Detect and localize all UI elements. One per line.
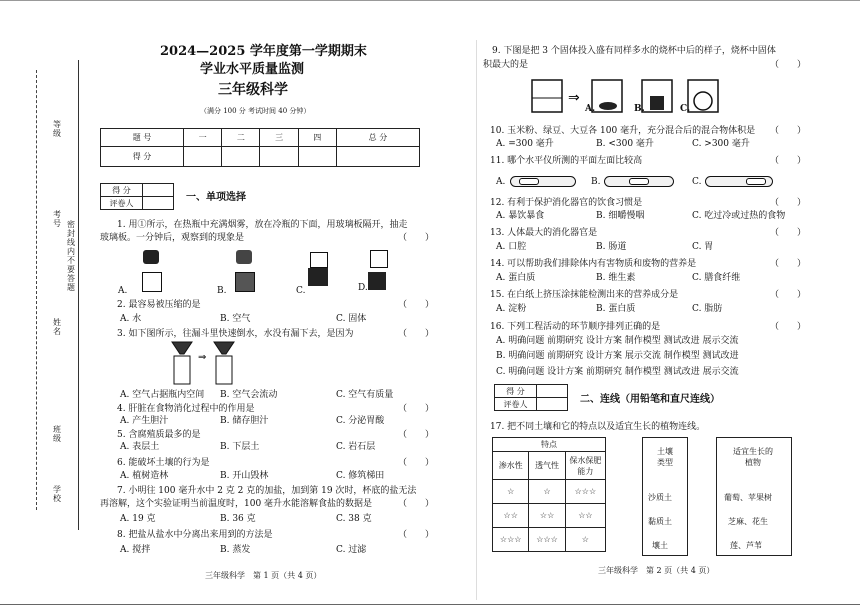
class-label: 班级	[53, 425, 61, 443]
bottom-border	[0, 604, 860, 605]
q8-option-a[interactable]: A. 搅拌	[120, 545, 151, 555]
q13-option-a[interactable]: A. 口腔	[496, 242, 527, 252]
q13-option-b[interactable]: B. 肠道	[596, 242, 627, 252]
plant-header: 适宜生长的植物	[733, 447, 773, 467]
q10-answer-paren[interactable]: （ ）	[770, 126, 807, 136]
page-divider	[476, 40, 477, 600]
q7-stem-cont: 再溶解，这个实验证明当前温度时，100 毫升水能溶解食盐的数据是	[100, 499, 373, 509]
plant-sesame-peanut[interactable]: 芝麻、花生	[728, 517, 768, 526]
top-border	[0, 0, 860, 1]
q11-stem: 11. 哪个水平仪所测的平面左面比较高	[490, 156, 643, 166]
q12-stem: 12. 有利于保护消化器官的饮食习惯是	[490, 198, 643, 208]
name-label: 姓名	[53, 318, 61, 336]
q2-stem: 2. 最容易被压缩的是	[117, 300, 201, 310]
grade-label: 等级	[53, 120, 61, 138]
plant-grape-apple[interactable]: 葡萄、苹果树	[724, 493, 772, 502]
q14-option-a[interactable]: A. 蛋白质	[496, 273, 536, 283]
score-table-header: 四	[298, 129, 336, 147]
q15-stem: 15. 在白纸上挤压涂抹能检测出来的营养成分是	[490, 290, 679, 300]
q10-option-a[interactable]: A. =300 毫升	[496, 139, 554, 149]
q15-option-c[interactable]: C. 脂肪	[692, 304, 723, 314]
rating-cell: ☆☆	[529, 504, 565, 528]
q1-answer-paren[interactable]: （ ）	[398, 233, 435, 243]
rating-cell: ☆☆	[565, 504, 605, 528]
q7-option-b[interactable]: B. 36 克	[220, 514, 256, 524]
q12-answer-paren[interactable]: （ ）	[770, 198, 807, 208]
q7-stem: 7. 小明往 100 毫升水中 2 克 2 克的加盐，加到第 19 次时，杯底的盐无法	[117, 486, 417, 496]
soil-header: 土壤类型	[657, 447, 673, 467]
q7-answer-paren[interactable]: （ ）	[398, 499, 435, 509]
funnel-bottle-figure	[170, 340, 240, 388]
q11-option-a[interactable]: A.	[496, 177, 506, 187]
q4-answer-paren[interactable]: （ ）	[398, 404, 435, 414]
q9-stem: 9. 下图是把 3 个固体投入盛有同样多水的烧杯中后的样子，烧杯中固体	[492, 46, 776, 56]
rating-cell: ☆☆☆	[529, 528, 565, 552]
q6-answer-paren[interactable]: （ ）	[398, 458, 435, 468]
exam-title-line1: 2024—2025 学年度第一学期期末	[160, 44, 367, 59]
score-cell[interactable]	[222, 147, 260, 167]
level-bubble	[746, 178, 766, 185]
score-cell[interactable]	[260, 147, 298, 167]
soil-sandy[interactable]: 沙质土	[648, 493, 672, 502]
q5-option-b[interactable]: B. 下层土	[220, 442, 260, 452]
q12-option-b[interactable]: B. 细嚼慢咽	[596, 211, 645, 221]
score-cell[interactable]	[184, 147, 222, 167]
scorer-box-1	[100, 183, 174, 210]
bottle-a-bottom	[142, 272, 162, 292]
footer-right: 三年级科学 第 2 页（共 4 页）	[598, 566, 715, 575]
level-c-icon	[705, 176, 773, 187]
q12-option-a[interactable]: A. 暴饮暴食	[496, 211, 545, 221]
q14-stem: 14. 可以帮助我们排除体内有害物质和废物的营养是	[490, 259, 697, 269]
col-header: 保水保肥能力	[565, 452, 605, 480]
q10-option-b[interactable]: B. <300 毫升	[596, 139, 654, 149]
rating-cell: ☆	[493, 480, 529, 504]
level-a-icon	[510, 176, 576, 187]
q11-answer-paren[interactable]: （ ）	[770, 156, 807, 166]
q8-option-b[interactable]: B. 蒸发	[220, 545, 251, 555]
footer-left: 三年级科学 第 1 页（共 4 页）	[205, 571, 322, 580]
exam-number-label: 考号	[53, 210, 61, 228]
q2-option-a[interactable]: A. 水	[120, 314, 142, 324]
q13-stem: 13. 人体最大的消化器官是	[490, 228, 598, 238]
score-table-header: 一	[184, 129, 222, 147]
plant-lotus-reed[interactable]: 莲、芦苇	[730, 541, 762, 550]
score-table-header: 题 号	[101, 129, 184, 147]
q1-option-d[interactable]: D.	[358, 283, 368, 293]
q15-option-b[interactable]: B. 蛋白质	[596, 304, 636, 314]
q2-answer-paren[interactable]: （ ）	[398, 300, 435, 310]
q6-option-b[interactable]: B. 开山毁林	[220, 471, 269, 481]
bottle-b-bottom	[235, 272, 255, 292]
scorer-reviewer-cell[interactable]	[537, 398, 568, 411]
seal-warning-text: 密封线内不要答题	[67, 220, 75, 292]
level-b-icon	[604, 176, 674, 187]
rating-cell: ☆	[529, 480, 565, 504]
rating-cell: ☆☆	[493, 504, 529, 528]
scorer-box-2	[494, 384, 568, 411]
q2-option-c[interactable]: C. 固体	[336, 314, 367, 324]
bottle-b-top	[236, 250, 252, 264]
q9-option-b[interactable]: B.	[634, 104, 645, 114]
col-header: 渗水性	[493, 452, 529, 480]
score-cell[interactable]	[336, 147, 419, 167]
exam-info: （满分 100 分 考试时间 40 分钟）	[200, 107, 311, 115]
scorer-score-cell[interactable]	[143, 184, 174, 197]
q9-beaker-figure	[530, 76, 720, 116]
q8-answer-paren[interactable]: （ ）	[398, 530, 435, 540]
bottle-d-bottom	[368, 272, 386, 290]
q10-option-c[interactable]: C. >300 毫升	[692, 139, 750, 149]
scorer-reviewer-label: 评卷人	[495, 398, 537, 411]
bottle-c-top	[310, 252, 328, 268]
q5-option-c[interactable]: C. 岩石层	[336, 442, 376, 452]
col-header: 透气性	[529, 452, 565, 480]
binding-solid-line	[78, 60, 79, 530]
q1-option-c[interactable]: C.	[296, 286, 306, 296]
q16-option-b[interactable]: B. 明确问题 前期研究 设计方案 展示交流 制作模型 测试改进	[496, 351, 739, 361]
q6-option-c[interactable]: C. 修筑梯田	[336, 471, 385, 481]
q4-option-c[interactable]: C. 分泌胃酸	[336, 416, 385, 426]
q16-option-a[interactable]: A. 明确问题 前期研究 设计方案 制作模型 测试改进 展示交流	[496, 336, 739, 346]
q2-option-b[interactable]: B. 空气	[220, 314, 251, 324]
q17-stem: 17. 把不同土壤和它的特点以及适宜生长的植物连线。	[490, 422, 706, 432]
score-table-header: 二	[222, 129, 260, 147]
q11-option-b[interactable]: B.	[591, 177, 601, 187]
scorer-score-cell[interactable]	[537, 385, 568, 398]
scorer-reviewer-label: 评卷人	[101, 197, 143, 210]
q8-stem: 8. 把盐从盐水中分离出来用到的方法是	[117, 530, 273, 540]
q12-option-c[interactable]: C. 吃过冷或过热的食物	[692, 211, 786, 221]
q3-stem: 3. 如下图所示，往漏斗里快速倒水，水没有漏下去，是因为	[117, 329, 354, 339]
q3-option-c[interactable]: C. 空气有质量	[336, 390, 394, 400]
bottle-a-top	[143, 250, 159, 264]
q1-stem-cont: 玻璃板。一分钟后，观察到的现象是	[100, 233, 245, 243]
scorer-score-label: 得 分	[101, 184, 143, 197]
q1-option-b[interactable]: B.	[217, 286, 227, 296]
soil-clay[interactable]: 黏质土	[648, 517, 672, 526]
q4-option-b[interactable]: B. 储存胆汁	[220, 416, 269, 426]
q5-stem: 5. 含腐殖质最多的是	[117, 430, 201, 440]
q3-option-a[interactable]: A. 空气占据瓶内空间	[120, 390, 205, 400]
q17-features-table	[492, 437, 606, 552]
q15-answer-paren[interactable]: （ ）	[770, 290, 807, 300]
rating-cell: ☆	[565, 528, 605, 552]
q9-option-a[interactable]: A.	[585, 104, 596, 114]
features-header: 特点	[493, 438, 606, 452]
q9-stem-cont: 积最大的是	[483, 60, 529, 70]
exam-title-line2: 学业水平质量监测	[200, 62, 305, 77]
q3-answer-paren[interactable]: （ ）	[398, 329, 435, 339]
section2-title: 二、连线（用铅笔和直尺连线）	[580, 394, 720, 405]
q16-option-c[interactable]: C. 明确问题 设计方案 前期研究 制作模型 测试改进 展示交流	[496, 367, 739, 377]
q5-option-a[interactable]: A. 表层土	[120, 442, 160, 452]
school-label: 学校	[53, 485, 61, 503]
score-table-header: 总 分	[336, 129, 419, 147]
q4-option-a[interactable]: A. 产生胆汁	[120, 416, 169, 426]
q14-answer-paren[interactable]: （ ）	[770, 259, 807, 269]
rating-cell: ☆☆☆	[493, 528, 529, 552]
bottle-c-bottom	[308, 268, 328, 286]
q10-stem: 10. 玉米粉、绿豆、大豆各 100 毫升，充分混合后的混合物体积是	[490, 126, 756, 136]
score-table	[100, 128, 420, 167]
q1-option-a[interactable]: A.	[118, 286, 128, 296]
q16-answer-paren[interactable]: （ ）	[770, 322, 807, 332]
q4-stem: 4. 肝脏在食物消化过程中的作用是	[117, 404, 255, 414]
rating-cell: ☆☆☆	[565, 480, 605, 504]
svg-text:⇒: ⇒	[568, 90, 580, 106]
scorer-score-label: 得 分	[495, 385, 537, 398]
level-bubble	[629, 178, 649, 185]
q16-stem: 16. 下列工程活动的环节顺序排列正确的是	[490, 322, 661, 332]
score-cell[interactable]	[298, 147, 336, 167]
soil-loam[interactable]: 壤土	[652, 541, 668, 550]
q9-answer-paren[interactable]: （ ）	[770, 60, 807, 70]
q13-answer-paren[interactable]: （ ）	[770, 228, 807, 238]
scorer-reviewer-cell[interactable]	[143, 197, 174, 210]
score-table-row-label: 得 分	[101, 147, 184, 167]
section1-title: 一、单项选择	[186, 192, 246, 203]
q7-option-a[interactable]: A. 19 克	[120, 514, 156, 524]
q9-option-c[interactable]: C.	[680, 104, 691, 114]
q13-option-c[interactable]: C. 胃	[692, 242, 714, 252]
q1-stem: 1. 用①所示，在热瓶中充满烟雾，放在冷瓶的下面，用玻璃板隔开，抽走	[117, 220, 408, 230]
q3-option-b[interactable]: B. 空气会流动	[220, 390, 278, 400]
q5-answer-paren[interactable]: （ ）	[398, 430, 435, 440]
bottle-d-top	[370, 250, 388, 268]
exam-title-line3: 三年级科学	[218, 82, 288, 98]
q14-option-c[interactable]: C. 膳食纤维	[692, 273, 741, 283]
q6-stem: 6. 能破坏土壤的行为是	[117, 458, 210, 468]
q14-option-b[interactable]: B. 维生素	[596, 273, 636, 283]
level-bubble	[519, 178, 539, 185]
q6-option-a[interactable]: A. 植树造林	[120, 471, 169, 481]
score-table-header: 三	[260, 129, 298, 147]
q7-option-c[interactable]: C. 38 克	[336, 514, 372, 524]
binding-dashed-line	[36, 70, 37, 510]
q8-option-c[interactable]: C. 过滤	[336, 545, 367, 555]
svg-text:⇒: ⇒	[198, 352, 207, 363]
q11-option-c[interactable]: C.	[692, 177, 702, 187]
q15-option-a[interactable]: A. 淀粉	[496, 304, 527, 314]
